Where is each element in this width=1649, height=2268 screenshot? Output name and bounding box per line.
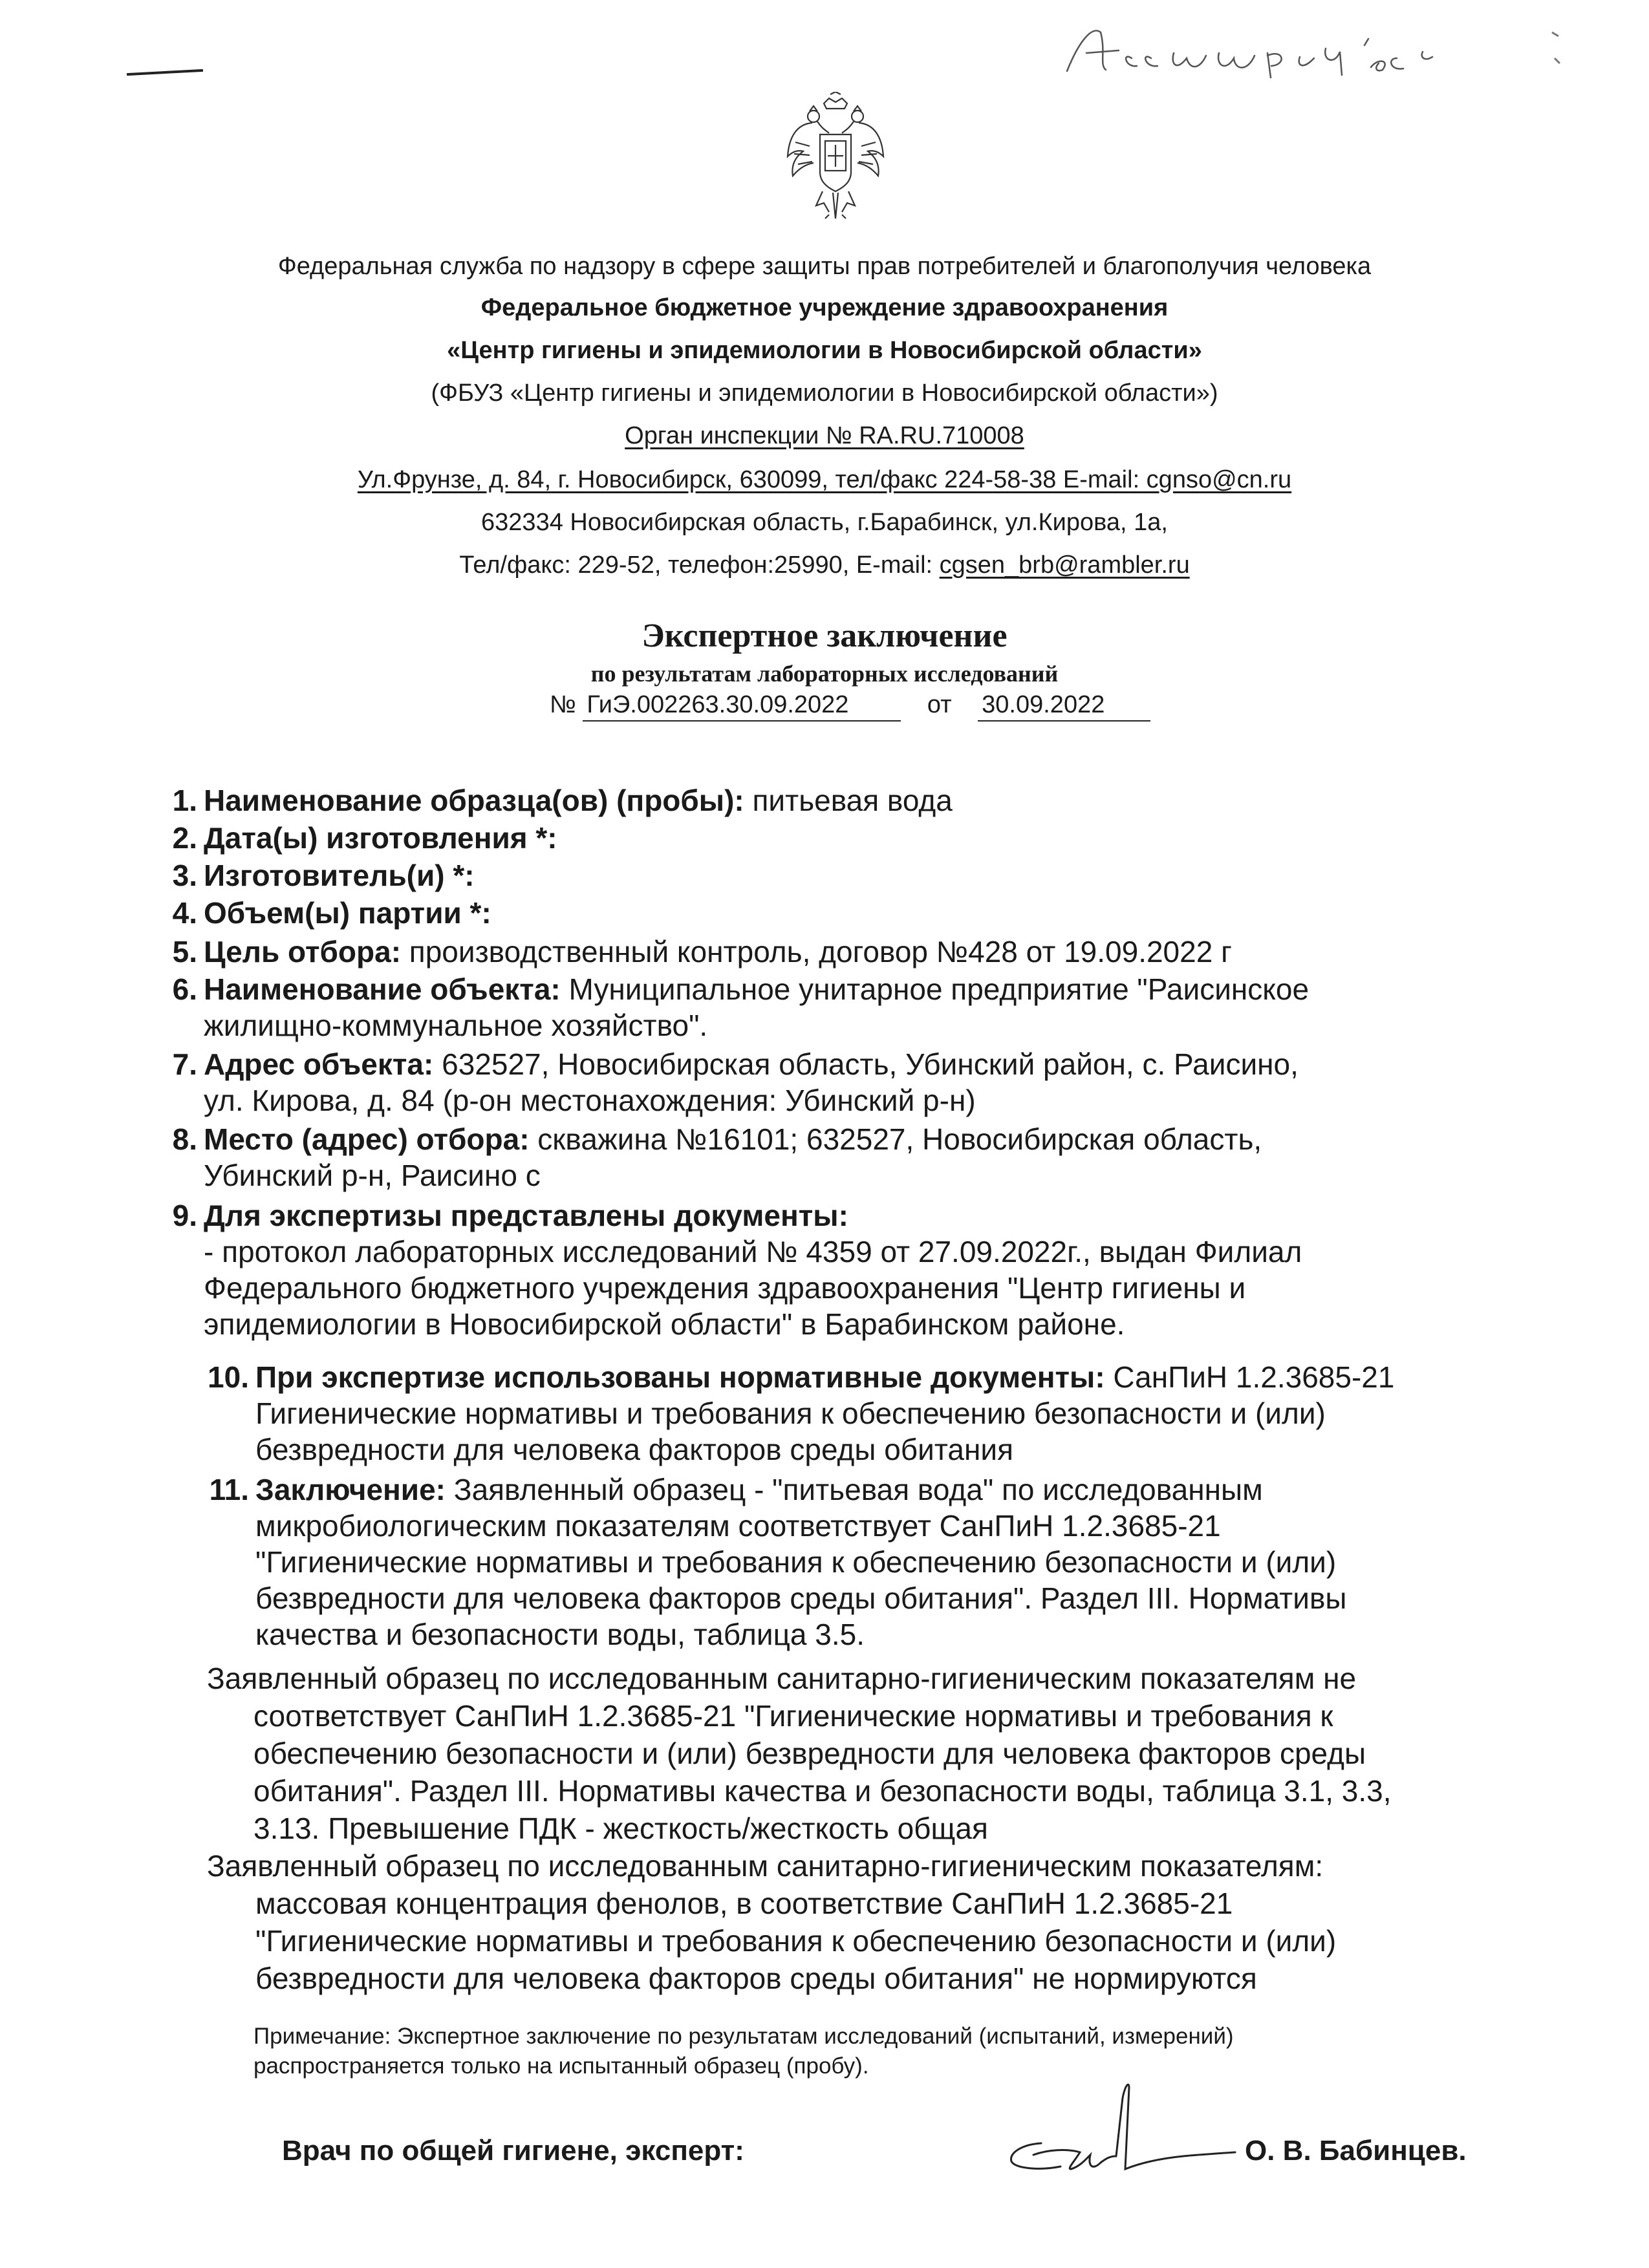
item-2 [172,820,1529,856]
conclusion-paragraph-1-line: обитания". Раздел III. Нормативы качества и безопасности воды, таблица 3.1, 3.3, [253,1774,1392,1808]
document-number-row [550,689,1164,722]
item-value-continued: Гигиенические нормативы и требования к обеспечению безопасности и (или) [255,1396,1326,1430]
item-9 [172,1197,1529,1342]
document-title: Экспертное заключение [641,617,1008,654]
item-value-continued: жилищно-коммунальное хозяйство". [204,1009,708,1042]
conclusion-paragraph-1-line: обеспечению безопасности и (или) безвредности для человека факторов среды [253,1737,1366,1770]
item-5 [172,934,1529,970]
item-label: Адрес объекта: [204,1047,434,1081]
conclusion-paragraph-2-line: безвредности для человека факторов среды обитания" не нормируются [255,1962,1257,1995]
contacts-row [129,550,1520,581]
item-11 [209,1471,1581,1653]
item-label: Дата(ы) изготовления *: [204,821,557,855]
item-8 [172,1121,1529,1193]
document-date: 30.09.2022 [978,689,1150,722]
item-value-continued: безвредности для человека факторов среды обитания". Раздел III. Нормативы [255,1581,1347,1615]
item-value: питьевая вода [744,784,953,817]
item-number: 6. [172,972,197,1006]
item-value: скважина №16101; 632527, Новосибирская область, [529,1122,1262,1156]
conclusion-paragraph-2-line: массовая концентрация фенолов, в соответствие СанПиН 1.2.3685-21 [255,1887,1233,1920]
item-value: производственный контроль, договор №428 от 19.09.2022 г [401,935,1232,968]
item-value-continued: микробиологическим показателям соответствует СанПиН 1.2.3685-21 [255,1509,1221,1543]
conclusion-paragraph-2-line: Заявленный образец по исследованным санитарно-гигиеническим показателям: [207,1849,1324,1883]
item-value-continued: ул. Кирова, д. 84 (р-он местонахождения: Убинский р-н) [204,1084,976,1117]
item-4 [172,895,1529,931]
main-address-row [129,464,1520,495]
institution-name-line1: Федеральное бюджетное учреждение здравоохранения [480,294,1169,321]
conclusion-paragraph-1-line: соответствует СанПиН 1.2.3685-21 "Гигиенические нормативы и требования к [253,1699,1333,1733]
item-number: 3. [172,859,197,892]
item-number: 10. [208,1360,249,1394]
item-label: Объем(ы) партии *: [204,896,491,930]
item-label: Заключение: [255,1473,446,1506]
signer-role: Врач по общей гигиене, эксперт: [282,2135,744,2166]
item-value: СанПиН 1.2.3685-21 [1105,1360,1395,1394]
item-label: При экспертизе использованы нормативные документы: [255,1360,1105,1394]
note-line-1: Примечание: Экспертное заключение по результатам исследований (испытаний, измерений) [253,2024,1234,2049]
item-number: 2. [172,821,197,855]
item-7 [172,1046,1529,1118]
item-value-continued: - протокол лабораторных исследований № 4359 от 27.09.2022г., выдан Филиал [204,1235,1302,1268]
branch-address: 632334 Новосибирская область, г.Барабинск, ул.Кирова, 1а, [481,509,1168,536]
date-prefix: от [927,691,952,718]
item-value-continued: Федерального бюджетного учреждения здравоохранения "Центр гигиены и [204,1271,1246,1305]
item-label: Наименование образца(ов) (пробы): [204,784,744,817]
item-3 [172,857,1529,893]
federal-service-name: Федеральная служба по надзору в сфере защиты прав потребителей и благополучия человека [277,253,1372,280]
handwritten-note [1061,13,1578,84]
item-number: 1. [172,784,197,817]
item-value: Заявленный образец - "питьевая вода" по исследованным [446,1473,1263,1506]
item-value-continued: эпидемиологии в Новосибирской области" в Барабинском районе. [204,1307,1125,1341]
number-prefix: № [550,691,576,718]
document-number: ГиЭ.002263.30.09.2022 [583,689,901,722]
item-number: 5. [172,935,197,968]
item-1 [172,782,1529,818]
contacts-email-link[interactable]: cgsen_brb@rambler.ru [939,551,1190,579]
contacts-phones: Тел/факс: 229-52, телефон:25990, E-mail: [459,551,940,579]
item-number: 7. [172,1047,197,1081]
item-label: Для экспертизы представлены документы: [204,1199,848,1232]
item-6 [172,971,1529,1043]
note-line-2: распространяется только на испытанный образец (пробу). [253,2053,869,2079]
item-label: Место (адрес) отбора: [204,1122,530,1156]
inspection-body-row [129,420,1520,451]
item-label: Наименование объекта: [204,972,561,1006]
conclusion-paragraph-2-line: "Гигиенические нормативы и требования к обеспечению безопасности и (или) [255,1924,1337,1958]
conclusion-paragraph-1-line: 3.13. Превышение ПДК - жесткость/жесткость общая [253,1812,988,1845]
institution-name-line2: «Центр гигиены и эпидемиологии в Новосибирской области» [447,337,1202,364]
item-value-continued: "Гигиенические нормативы и требования к обеспечению безопасности и (или) [255,1545,1337,1579]
item-number: 9. [172,1199,197,1232]
item-number: 4. [172,896,197,930]
pen-dash-mark [127,69,203,76]
item-10 [208,1359,1581,1468]
item-value-continued: Убинский р-н, Раисино с [204,1159,541,1192]
item-value-continued: безвредности для человека факторов среды обитания [255,1433,1013,1466]
conclusion-paragraph-1-line: Заявленный образец по исследованным санитарно-гигиеническим показателям не [207,1662,1357,1695]
document-subtitle: по результатам лабораторных исследований [590,661,1059,687]
item-label: Цель отбора: [204,935,402,968]
handwritten-signature [996,2072,1242,2195]
item-value-continued: качества и безопасности воды, таблица 3.5. [255,1618,865,1651]
item-number: 11. [209,1473,249,1506]
item-value: 632527, Новосибирская область, Убинский район, с. Раисино, [433,1047,1299,1081]
main-address: Ул.Фрунзе, д. 84, г. Новосибирск, 630099, тел/факс 224-58-38 E-mail: cgnso@cn.ru [357,466,1292,493]
double-headed-eagle-emblem-icon [784,92,887,221]
item-value: Муниципальное унитарное предприятие "Раисинское [560,972,1310,1006]
item-number: 8. [172,1122,197,1156]
institution-short-name: (ФБУЗ «Центр гигиены и эпидемиологии в Новосибирской области») [431,380,1218,407]
item-label: Изготовитель(и) *: [204,859,475,892]
signer-name: О. В. Бабинцев. [1245,2135,1467,2166]
inspection-body: Орган инспекции № RA.RU.710008 [625,422,1024,449]
